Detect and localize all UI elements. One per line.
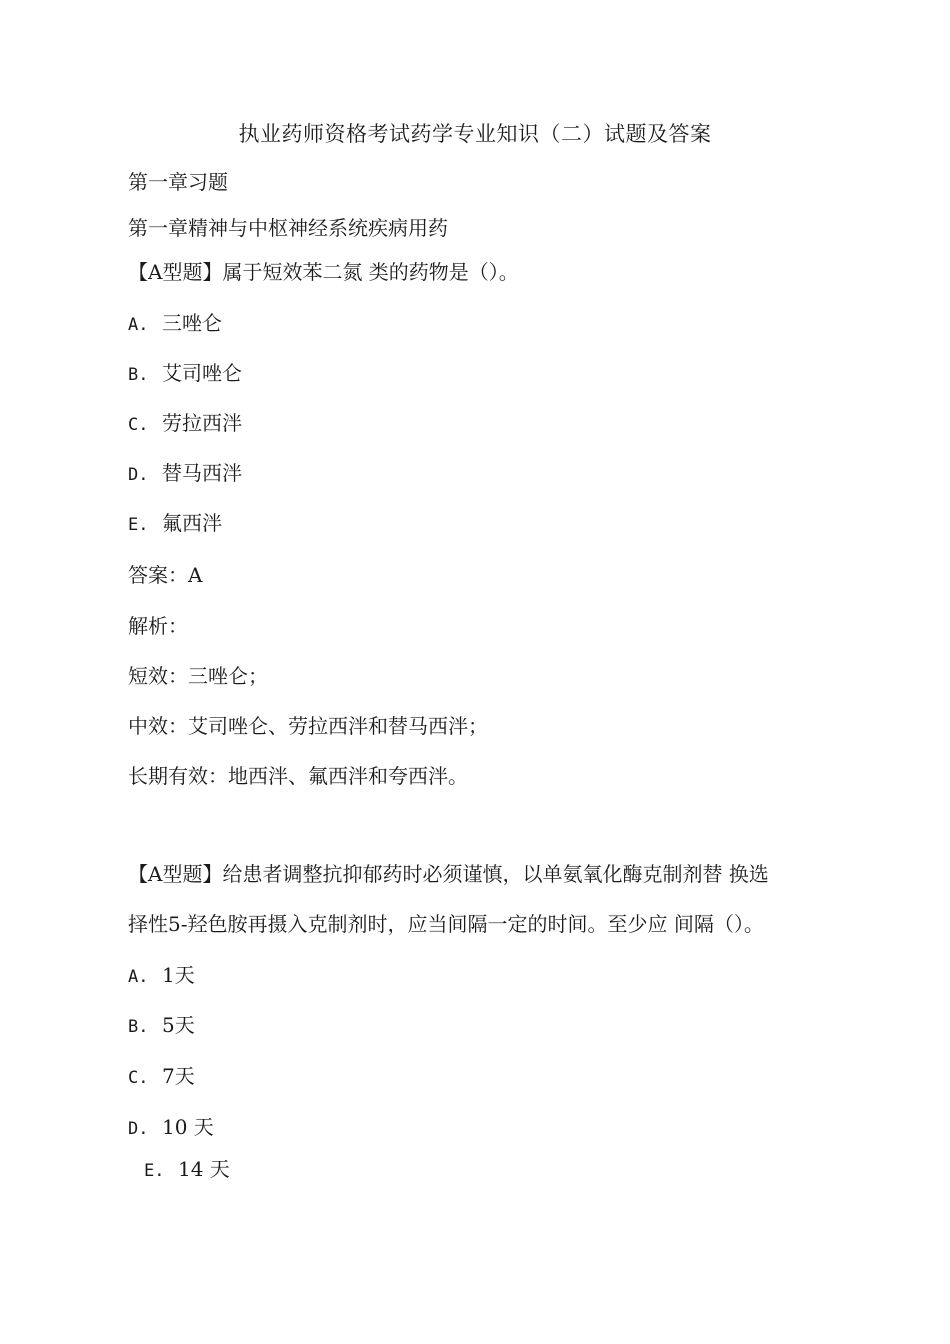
option-text: 1天 [162,963,195,987]
question-2-stem-line-1: 【A型题】给患者调整抗抑郁药时必须谨慎，以单氨氧化酶克制剂替 换选 [128,862,769,886]
question-2-stem-line-2: 择性5-羟色胺再摄入克制剂时，应当间隔一定的时间。至少应 间隔（）。 [128,912,764,936]
option-letter: C. [128,1068,149,1088]
q2-option-c [128,1062,195,1092]
q1-answer: 答案：A [128,563,203,587]
option-letter: D. [128,1119,149,1139]
q2-option-a [128,961,195,991]
q1-option-b [128,359,242,389]
option-letter: C. [128,415,149,435]
q2-option-e [144,1155,230,1185]
option-text: 氟西泮 [162,511,222,535]
q2-option-d [128,1113,214,1143]
option-text: 劳拉西泮 [162,411,242,435]
q1-option-d [128,459,242,489]
option-letter: B. [128,1017,149,1037]
option-text: 替马西泮 [162,461,242,485]
option-text: 艾司唑仑 [162,361,242,385]
q1-option-c [128,409,242,439]
q1-analysis-label: 解析： [128,614,188,638]
section-heading: 第一章精神与中枢神经系统疾病用药 [128,216,448,240]
chapter-heading: 第一章习题 [128,170,228,194]
option-text: 14 天 [178,1157,230,1181]
q1-analysis-line: 中效：艾司唑仑、劳拉西泮和替马西泮； [128,714,488,738]
question-1-stem: 【A型题】属于短效苯二氮 类的药物是（）。 [128,260,519,284]
q1-analysis-line: 短效：三唑仑； [128,664,268,688]
option-letter: E. [144,1161,165,1181]
option-text: 5天 [162,1013,195,1037]
option-letter: D. [128,465,149,485]
option-letter: A. [128,967,149,987]
q1-option-e [128,509,222,539]
q1-analysis-line: 长期有效：地西泮、氟西泮和夸西泮。 [128,764,468,788]
option-text: 三唑仑 [162,311,222,335]
option-letter: A. [128,315,149,335]
option-text: 7天 [162,1064,195,1088]
q1-option-a [128,309,222,339]
option-letter: E. [128,515,149,535]
option-text: 10 天 [162,1115,214,1139]
document-title: 执业药师资格考试药学专业知识（二）试题及答案 [238,122,712,146]
q2-option-b [128,1011,195,1041]
option-letter: B. [128,365,149,385]
